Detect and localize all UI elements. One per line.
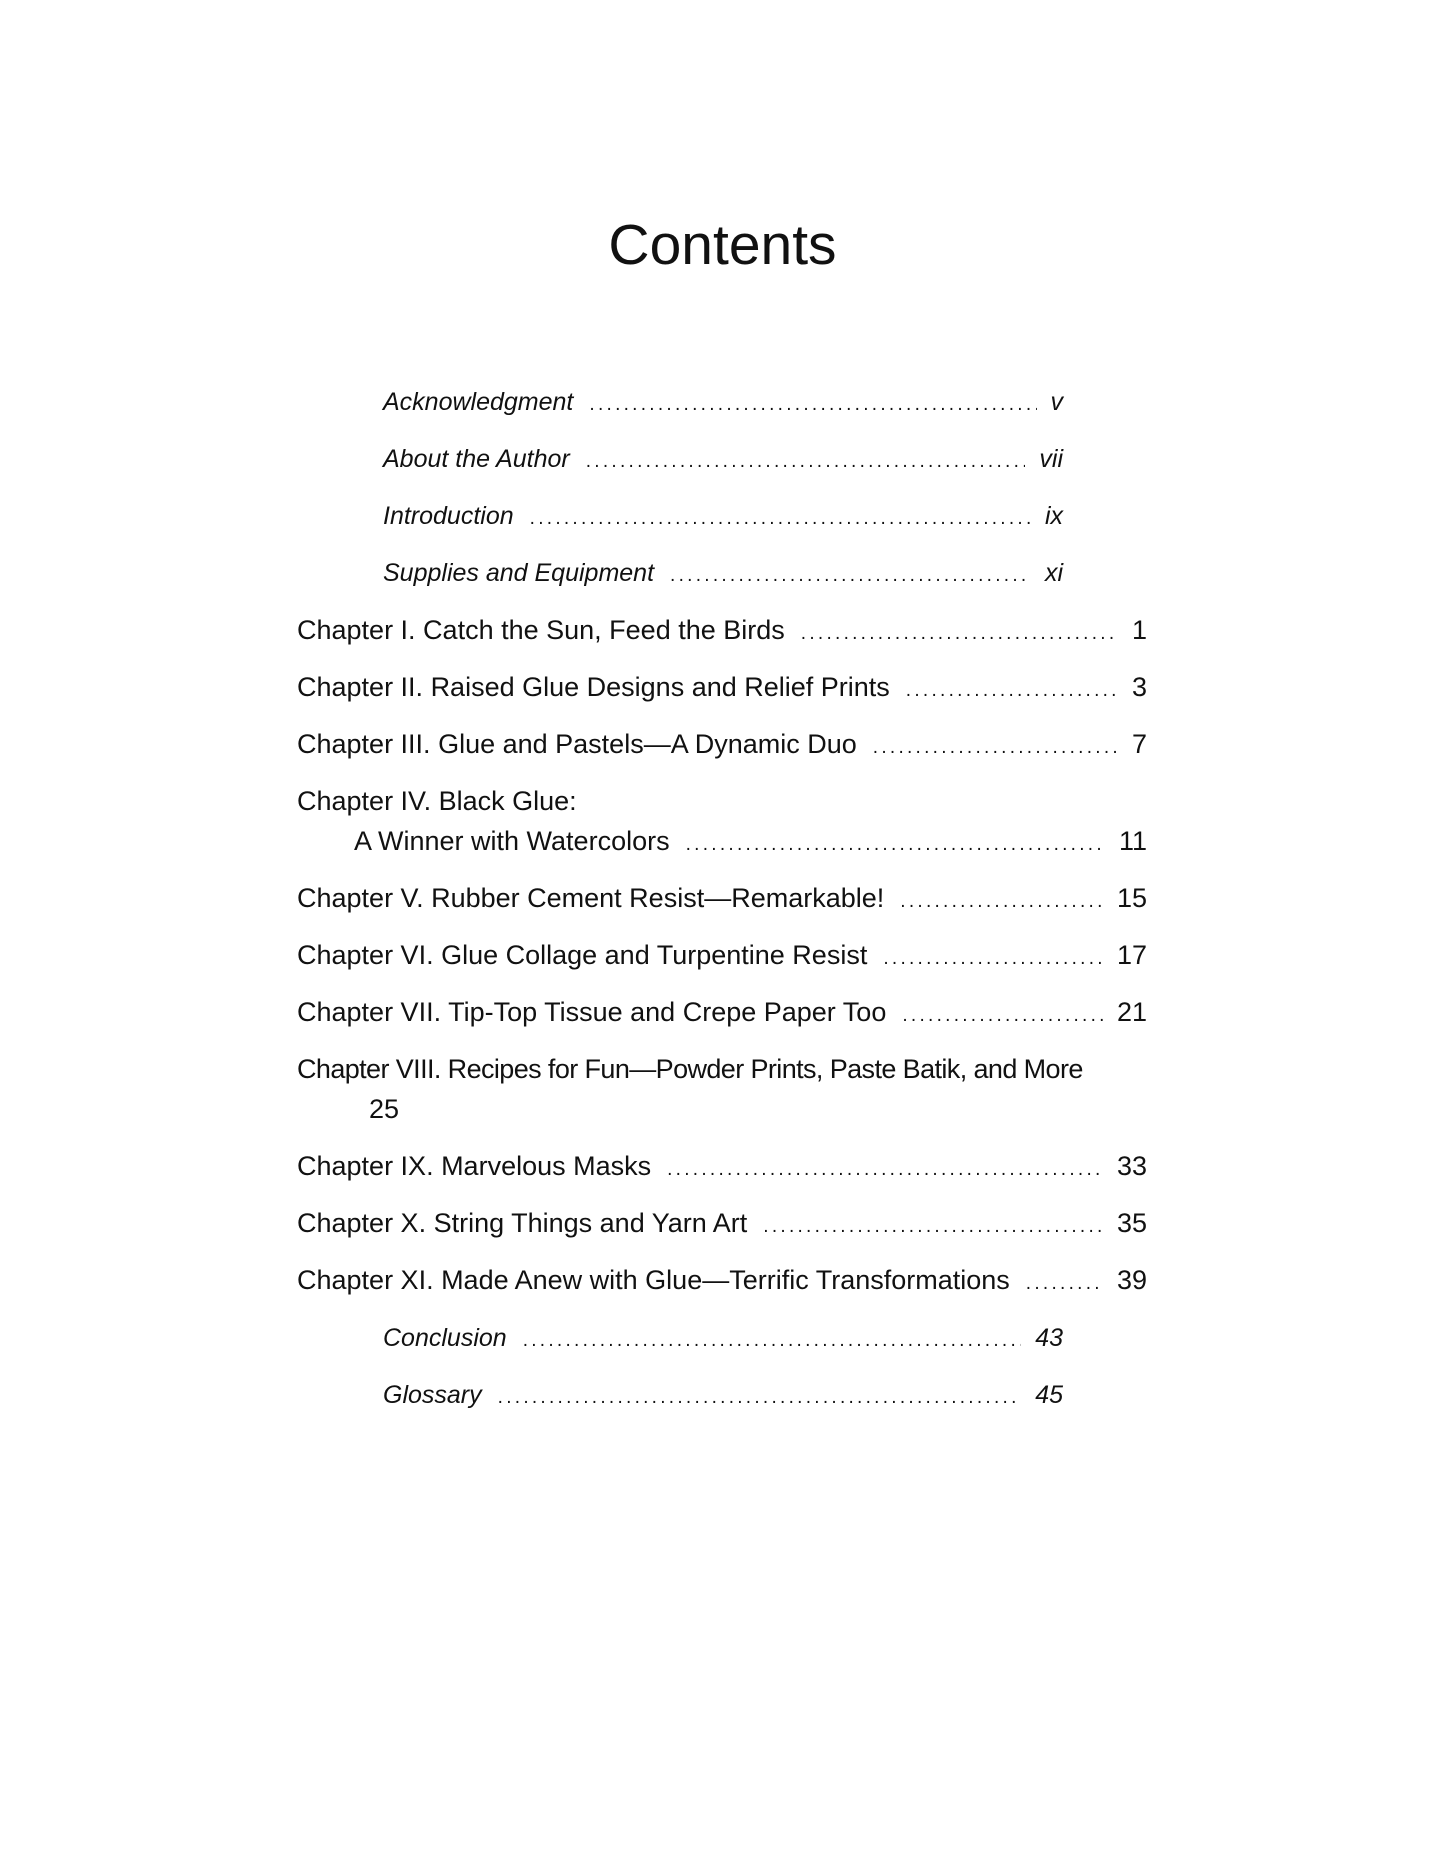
toc-entry-title: About the Author: [383, 445, 570, 473]
dot-leader: [906, 671, 1118, 711]
dot-leader: [667, 1150, 1103, 1190]
dot-leader: [686, 825, 1105, 865]
toc-entry-supplies[interactable]: [383, 553, 1063, 596]
dot-leader: [1026, 1264, 1103, 1304]
toc-entry-title: Chapter IX. Marvelous Masks: [297, 1151, 652, 1181]
toc-entry-title: Chapter I. Catch the Sun, Feed the Birds: [297, 615, 785, 645]
toc-entry-acknowledgment[interactable]: [383, 382, 1063, 425]
toc-entry-title: Chapter X. String Things and Yarn Art: [297, 1208, 748, 1238]
dot-leader: [523, 1321, 1022, 1361]
dot-leader: [883, 939, 1103, 979]
toc-entry-about-the-author[interactable]: [383, 439, 1063, 482]
dot-leader: [670, 556, 1031, 596]
dot-leader: [530, 499, 1031, 539]
dot-leader: [900, 882, 1103, 922]
toc-entry-page: 1: [1131, 615, 1147, 645]
dot-leader: [873, 728, 1118, 768]
toc-entry-title: Conclusion: [383, 1324, 507, 1352]
toc-entry-page: ix: [1044, 502, 1063, 530]
toc-entry-page: 25: [369, 1094, 400, 1124]
toc-entry-page: 35: [1116, 1208, 1147, 1238]
toc-entry-chapter-11[interactable]: [297, 1260, 1147, 1304]
toc-entry-title: Chapter III. Glue and Pastels—A Dynamic Duo: [297, 729, 857, 759]
toc-entry-title: Chapter VI. Glue Collage and Turpentine Resist: [297, 940, 868, 970]
toc-entry-introduction[interactable]: [383, 496, 1063, 539]
dot-leader: [902, 996, 1103, 1036]
toc-entry-page: 17: [1116, 940, 1147, 970]
toc-entry-page: xi: [1044, 559, 1063, 587]
toc-entry-page: 15: [1116, 883, 1147, 913]
toc-entry-chapter-8[interactable]: [297, 1049, 1147, 1129]
toc-entry-conclusion[interactable]: [383, 1318, 1063, 1361]
toc-entry-chapter-5[interactable]: [297, 878, 1147, 922]
toc-entry-chapter-6[interactable]: [297, 935, 1147, 979]
toc-entry-title: Introduction: [383, 502, 514, 530]
toc-entry-chapter-10[interactable]: [297, 1203, 1147, 1247]
toc-entry-title: Chapter XI. Made Anew with Glue—Terrific Transformations: [297, 1265, 1010, 1295]
toc-entry-title: Chapter VII. Tip-Top Tissue and Crepe Paper Too: [297, 997, 887, 1027]
dot-leader: [589, 385, 1036, 425]
toc-entry-title: Acknowledgment: [383, 388, 574, 416]
toc-entry-page: 11: [1118, 826, 1147, 856]
toc-entry-glossary[interactable]: [383, 1375, 1063, 1418]
page-title: Contents: [608, 213, 837, 277]
toc-entry-title: Chapter VIII. Recipes for Fun—Powder Prints, Paste Batik, and More: [297, 1054, 1083, 1084]
dot-leader: [586, 442, 1026, 482]
toc-entry-title: Supplies and Equipment: [383, 559, 655, 587]
dot-leader: [498, 1378, 1022, 1418]
toc-entry-page: v: [1050, 388, 1063, 416]
toc-entry-chapter-2[interactable]: [297, 667, 1147, 711]
toc-entry-page: 33: [1116, 1151, 1147, 1181]
toc-entry-title: Chapter V. Rubber Cement Resist—Remarkable!: [297, 883, 885, 913]
toc-entry-title-line2: A Winner with Watercolors: [354, 826, 670, 856]
dot-leader: [801, 614, 1118, 654]
toc-entry-title: Glossary: [383, 1381, 482, 1409]
toc-entry-title-line1: Chapter IV. Black Glue:: [297, 786, 577, 816]
toc-entry-chapter-4[interactable]: [297, 781, 1147, 865]
toc-entry-page: 3: [1131, 672, 1147, 702]
dot-leader: [763, 1207, 1103, 1247]
toc-entry-title: Chapter II. Raised Glue Designs and Relief Prints: [297, 672, 890, 702]
toc-entry-chapter-1[interactable]: [297, 610, 1147, 654]
toc-entry-chapter-9[interactable]: [297, 1146, 1147, 1190]
toc-entry-page: 45: [1035, 1381, 1063, 1409]
toc-entry-page: 7: [1131, 729, 1147, 759]
toc-entry-page: 43: [1035, 1324, 1063, 1352]
toc-entry-page: 21: [1116, 997, 1147, 1027]
toc-entry-page: 39: [1116, 1265, 1147, 1295]
toc-entry-chapter-7[interactable]: [297, 992, 1147, 1036]
toc-entry-chapter-3[interactable]: [297, 724, 1147, 768]
toc-entry-page: vii: [1039, 445, 1063, 473]
